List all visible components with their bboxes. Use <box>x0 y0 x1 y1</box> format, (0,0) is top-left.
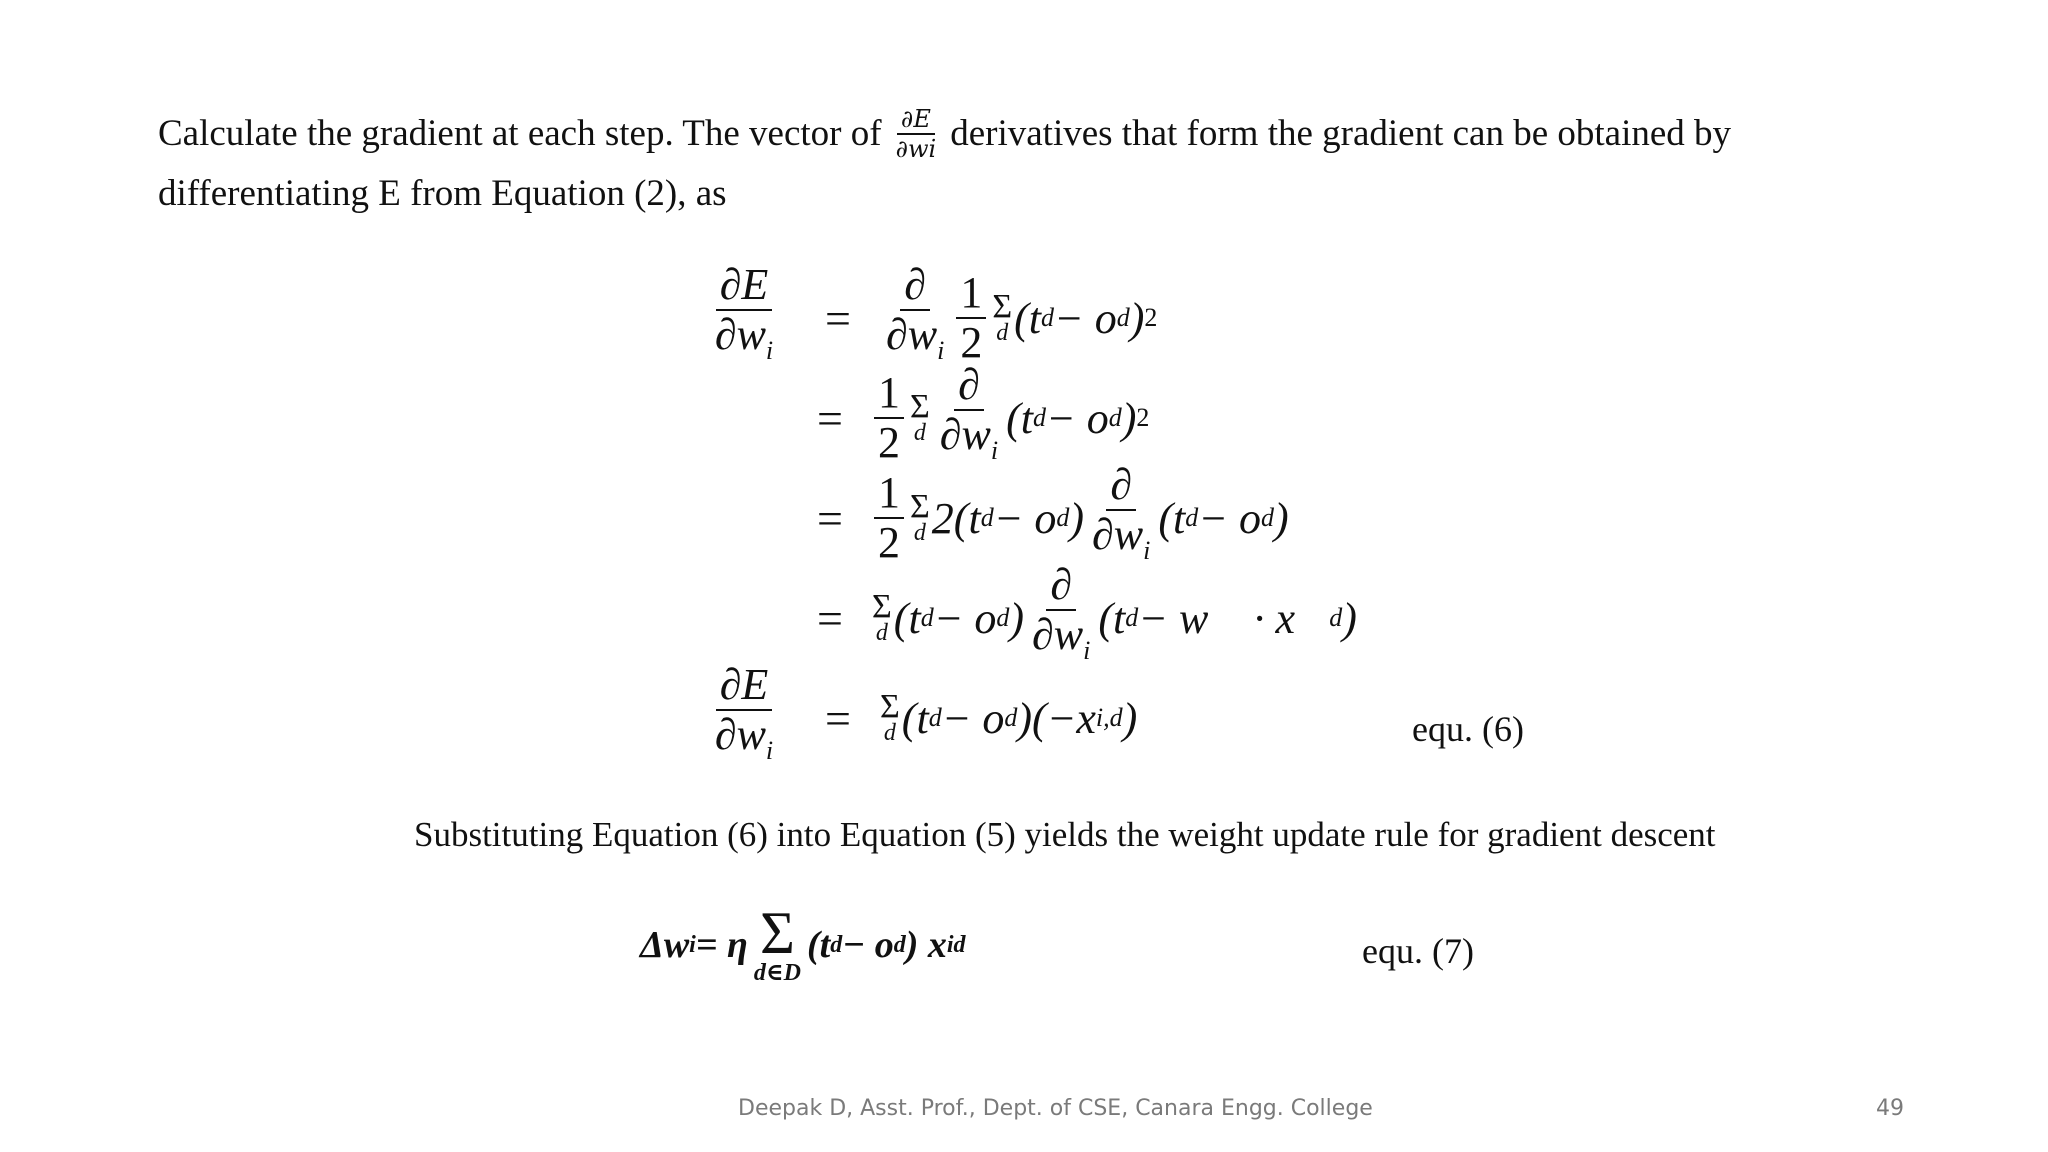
sum-sub: d <box>913 420 926 446</box>
row3-expression <box>870 461 1289 575</box>
sum-symbol: Σ d <box>992 288 1013 346</box>
lhs-den-text: ∂w <box>714 310 766 360</box>
sum-sub: d <box>883 720 896 746</box>
intro-text-after: derivatives that form the gradient can be obtained by <box>950 113 1732 154</box>
x-sub: i,d <box>1095 703 1123 732</box>
term-open: (t <box>901 693 929 743</box>
dot-product: − w⃗ · x⃗ <box>1138 593 1330 643</box>
term-minus-o: − o <box>933 593 997 643</box>
half-fraction <box>956 269 986 367</box>
term-open: (t <box>1014 293 1042 343</box>
term2-open: (t <box>1098 593 1126 643</box>
partial-num: ∂ <box>954 361 984 411</box>
partial-den-sub: i <box>1143 535 1151 565</box>
equals-sign: = <box>817 392 843 444</box>
term-close: ) <box>1009 593 1025 643</box>
equals-sign: = <box>817 492 843 544</box>
partial-den-text: ∂w <box>1092 510 1144 560</box>
sum-symbol: Σ d <box>872 588 892 646</box>
term-close: ) <box>1121 393 1137 443</box>
equals-eta: = η <box>695 924 748 966</box>
derivation-row-5 <box>690 660 1138 768</box>
partial-num: ∂ <box>900 261 930 311</box>
close-x: ) x <box>905 924 947 966</box>
t-sub: d <box>1041 303 1055 332</box>
t-sub: d <box>920 603 934 632</box>
partial-den-text: ∂w <box>886 310 938 360</box>
lhs-fraction <box>694 261 794 375</box>
intro-line-1 <box>158 104 1918 164</box>
sum-sub: d <box>996 320 1009 346</box>
substitution-sentence: Substituting Equation (6) into Equation (5) yields the weight update rule for gradient descent <box>414 815 1716 854</box>
t-sub-2: d <box>1185 503 1199 532</box>
equals-sign: = <box>825 692 851 744</box>
footer-credit: Deepak D, Asst. Prof., Dept. of CSE, Canara Engg. College <box>738 1096 1373 1121</box>
intro-text-before: Calculate the gradient at each step. The vector of <box>158 113 882 154</box>
partial-den-sub: i <box>990 435 999 465</box>
power: 2 <box>1144 303 1158 332</box>
equals-sign: = <box>825 292 851 344</box>
sum-symbol: Σ d <box>910 388 930 446</box>
term-close: ) <box>1273 493 1289 543</box>
inline-derivative-fraction <box>892 105 941 163</box>
half-den: 2 <box>878 518 900 567</box>
coef-minus-o: − o <box>993 493 1057 543</box>
term-open: (t <box>1158 493 1186 543</box>
lhs-den-sub: i <box>765 335 774 365</box>
t-sub: d <box>1033 403 1047 432</box>
lhs-numerator: ∂E <box>716 661 773 711</box>
x-sub: d <box>1329 603 1343 632</box>
partial-operator <box>882 261 948 375</box>
sum-sub: d∈D <box>753 960 801 986</box>
term-open: (t <box>806 924 831 966</box>
partial-den-text: ∂w <box>1032 610 1084 660</box>
term-minus-o: − o <box>941 693 1005 743</box>
lhs-den-sub: i <box>765 735 774 765</box>
partial-operator <box>936 361 1002 475</box>
term-close: ) <box>1129 293 1145 343</box>
derivation-row-3 <box>790 460 1289 568</box>
half-fraction <box>874 469 904 567</box>
partial-operator <box>1088 461 1154 575</box>
half-den: 2 <box>878 418 900 467</box>
t-sub-2: d <box>1125 603 1139 632</box>
o-sub: d <box>1116 303 1130 332</box>
term-open: (t <box>1006 393 1034 443</box>
half-num: 1 <box>874 469 904 519</box>
neg-x-open: )(−x <box>1017 693 1096 743</box>
o-sub: d <box>1056 503 1070 532</box>
coef-term-open: 2(t <box>931 493 981 543</box>
derivation-row-4 <box>790 560 1357 668</box>
weight-update-rule <box>640 900 966 986</box>
derivation-row-1 <box>690 260 1158 368</box>
o-sub: d <box>893 931 906 958</box>
t-sub: d <box>928 703 942 732</box>
neg-x-close: ) <box>1122 693 1138 743</box>
sum-symbol: Σ d∈D <box>753 900 801 986</box>
lhs-numerator: ∂E <box>716 261 773 311</box>
o-sub-2: d <box>1260 503 1274 532</box>
partial-den-sub: i <box>937 335 945 365</box>
equation-6-label: equ. (6) <box>1412 709 1524 749</box>
partial-num: ∂ <box>1106 461 1136 511</box>
intro-line-2: differentiating E from Equation (2), as <box>158 173 727 214</box>
sum-symbol: Σ d <box>880 688 900 746</box>
x-sub: id <box>946 931 966 958</box>
sum-symbol: Σ d <box>910 488 930 546</box>
term-minus-o: − o <box>1198 493 1261 543</box>
lhs-fraction <box>694 661 794 775</box>
row1-expression <box>878 261 1157 375</box>
half-num: 1 <box>956 269 986 319</box>
delta-w-sub: i <box>689 931 696 958</box>
half-num: 1 <box>874 369 904 419</box>
o-sub: d <box>1004 703 1018 732</box>
term-open: (t <box>893 593 921 643</box>
o-sub: d <box>996 603 1010 632</box>
partial-den-sub: i <box>1083 635 1091 665</box>
row5-expression <box>878 688 1138 746</box>
sum-sub: d <box>913 520 926 546</box>
term-minus-o: − o <box>1046 393 1109 443</box>
partial-den <box>1028 611 1094 675</box>
delta-w: Δw <box>640 924 690 966</box>
inline-frac-numerator: ∂E <box>897 105 935 135</box>
row4-expression <box>870 561 1357 675</box>
intro-paragraph <box>158 104 1918 224</box>
o-sub: d <box>1108 403 1122 432</box>
sum-sub: d <box>875 620 888 646</box>
t-sub: d <box>980 503 994 532</box>
partial-den-text: ∂w <box>939 410 991 460</box>
power: 2 <box>1136 403 1150 432</box>
half-fraction <box>874 369 904 467</box>
derivation-row-2 <box>790 360 1150 468</box>
term2-close: ) <box>1342 593 1357 643</box>
partial-operator <box>1028 561 1094 675</box>
lhs-denominator <box>711 711 777 775</box>
partial-num: ∂ <box>1046 561 1076 611</box>
coef-close: ) <box>1069 493 1085 543</box>
t-sub: d <box>830 931 843 958</box>
equation-7-label: equ. (7) <box>1362 931 1474 971</box>
inline-frac-denominator: ∂wi <box>895 135 937 163</box>
lhs-denominator <box>711 311 777 375</box>
half-den: 2 <box>960 318 983 367</box>
row2-expression <box>870 361 1149 475</box>
equals-sign: = <box>817 592 843 644</box>
term-minus-o: − o <box>1054 293 1117 343</box>
term-minus-o: − o <box>842 924 894 966</box>
lhs-den-text: ∂w <box>714 710 766 760</box>
page-number: 49 <box>1876 1096 1904 1121</box>
